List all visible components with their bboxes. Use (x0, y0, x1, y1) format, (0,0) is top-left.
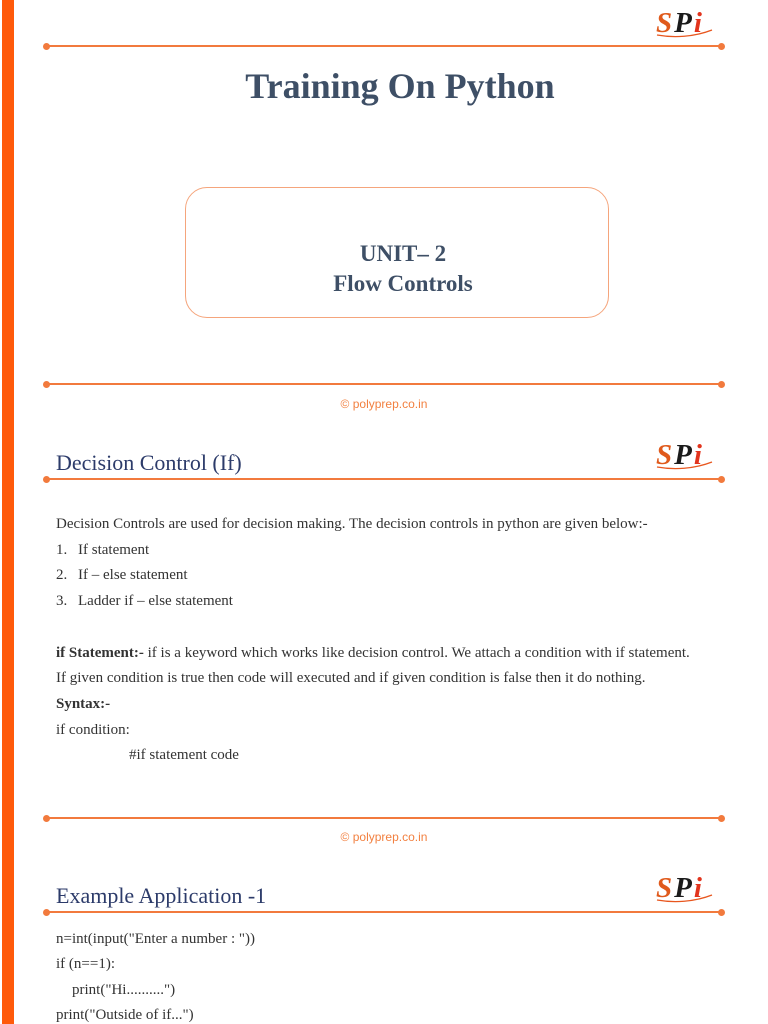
intro-text: Decision Controls are used for decision making. The decision controls in python are given below:- (56, 516, 648, 532)
divider-line (46, 383, 722, 385)
divider-line (46, 911, 722, 913)
section-heading: Example Application -1 (56, 883, 267, 908)
svg-text:SPi (656, 439, 704, 471)
list-text: If – else statement (78, 567, 188, 584)
unit-number: UNIT– 2 (359, 241, 447, 266)
spi-logo (654, 872, 714, 904)
spi-logo (654, 7, 714, 39)
syntax-label (56, 692, 690, 718)
logo-letter: P (674, 439, 694, 471)
logo-letter: S (656, 872, 675, 904)
svg-text:SPi (656, 7, 704, 39)
section-heading: Decision Control (If) (56, 450, 242, 475)
divider-line (46, 45, 722, 47)
syntax-label-text: Syntax:- (56, 695, 111, 712)
svg-text:SPi (656, 872, 704, 904)
section-body (56, 512, 690, 769)
logo-letter: P (674, 7, 694, 39)
code-example (56, 931, 255, 1023)
if-statement-paragraph (56, 641, 690, 667)
spacer (56, 615, 690, 641)
syntax-line: #if statement code (129, 747, 239, 764)
logo-letter: i (693, 872, 704, 904)
list-text: If statement (78, 541, 150, 558)
unit-topic: Flow Controls (333, 271, 473, 296)
if-statement-text: if is a keyword which works like decision control. We attach a condition with if statement. (143, 644, 690, 661)
code-line: print("Hi..........") (72, 981, 176, 998)
list-number: 1. (56, 541, 68, 558)
logo-letter: i (693, 7, 704, 39)
code-line: n=int(input("Enter a number : ")) (56, 931, 255, 947)
code-line: print("Outside of if...") (56, 1007, 194, 1024)
logo-letter: S (656, 7, 675, 39)
divider-line (46, 478, 722, 480)
list-number: 3. (56, 593, 68, 610)
code-line: if (n==1): (56, 956, 115, 973)
list-item (56, 563, 690, 589)
spi-logo (654, 439, 714, 471)
syntax-line: if condition: (56, 721, 130, 738)
if-statement-label: if Statement:- (56, 644, 144, 661)
if-statement-text-continued: If given condition is true then code will executed and if given condition is false then it do nothing. (56, 670, 646, 687)
divider-line (46, 817, 722, 819)
list-item (56, 538, 690, 564)
logo-letter: S (656, 439, 675, 471)
list-item (56, 589, 690, 615)
list-text: Ladder if – else statement (78, 593, 233, 610)
page-title: Training On Python (245, 66, 555, 106)
logo-letter: P (674, 872, 694, 904)
list-number: 2. (56, 567, 68, 584)
left-accent-bar (2, 0, 14, 1024)
logo-letter: i (693, 439, 704, 471)
footer-copyright: © polyprep.co.in (340, 830, 428, 844)
footer-copyright: © polyprep.co.in (340, 397, 428, 411)
